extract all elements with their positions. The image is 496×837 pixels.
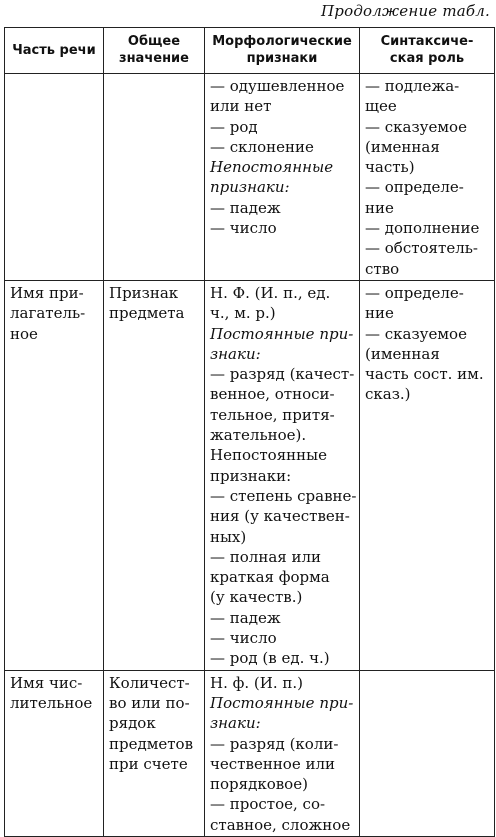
cell-line: лительное	[10, 693, 93, 712]
header-syntactic-role	[360, 28, 495, 74]
table-continuation-caption: Продолжение табл.	[321, 2, 490, 20]
cell-line: — одушевленное	[210, 77, 345, 95]
cell-line: Имя при-	[10, 283, 84, 302]
cell-line: — определе-	[365, 283, 464, 302]
header-line: значение	[119, 51, 189, 66]
parts-of-speech-table	[4, 27, 495, 837]
header-general-meaning	[104, 28, 205, 74]
morphological-features-cell	[205, 280, 360, 670]
cell-line: часть)	[365, 158, 415, 177]
header-line: признаки	[246, 51, 318, 66]
cell-line: — число	[210, 629, 277, 648]
cell-line: ч., м. р.)	[210, 304, 276, 323]
cell-line: признаки:	[210, 178, 290, 197]
cell-line: — простое, со-	[210, 795, 326, 814]
table-header-row	[5, 28, 495, 74]
syntactic-role-cell	[360, 670, 495, 836]
cell-line: — разряд (коли-	[210, 734, 339, 753]
part-of-speech-cell	[5, 74, 104, 281]
header-line: ская роль	[389, 51, 465, 66]
table-row	[5, 280, 495, 670]
cell-line: Непостоянные	[210, 158, 334, 177]
cell-line: (именная	[365, 137, 440, 156]
cell-line: Количест-	[109, 673, 190, 692]
cell-line: — обстоятель-	[365, 239, 478, 258]
header-line: Морфологические	[212, 34, 352, 49]
cell-line: во или по-	[109, 693, 190, 712]
cell-line: жательное).	[210, 426, 307, 445]
cell-line: (именная	[365, 344, 440, 363]
cell-line: — род	[210, 117, 258, 136]
cell-line: — падеж	[210, 608, 281, 627]
cell-line: тельное, притя-	[210, 405, 335, 424]
cell-line: Имя чис-	[10, 673, 83, 692]
syntactic-role-cell	[360, 280, 495, 670]
cell-line: — степень сравне-	[210, 486, 357, 505]
cell-line: сказ.)	[365, 385, 411, 404]
cell-line: — дополнение	[365, 219, 480, 238]
cell-line: часть сост. им.	[365, 365, 484, 384]
header-line: Синтаксиче-	[380, 34, 474, 49]
cell-line: — род (в ед. ч.)	[210, 649, 330, 668]
cell-line: ных)	[210, 527, 247, 546]
part-of-speech-cell	[5, 670, 104, 836]
cell-line: ние	[365, 198, 394, 217]
cell-line: знаки:	[210, 714, 261, 733]
cell-line: при счете	[109, 754, 188, 773]
cell-line: ство	[365, 259, 400, 278]
header-line: Общее	[127, 34, 181, 49]
morphological-features-cell	[205, 670, 360, 836]
cell-line: ния (у качествен-	[210, 507, 350, 526]
cell-line: предмета	[109, 304, 185, 323]
cell-line: порядковое)	[210, 775, 308, 794]
table-row	[5, 74, 495, 281]
cell-line: — падеж	[210, 198, 281, 217]
cell-line: — разряд (качест-	[210, 365, 355, 384]
cell-line: Н. Ф. (И. п., ед.	[210, 283, 331, 302]
cell-line: Признак	[109, 283, 179, 302]
general-meaning-cell	[104, 280, 205, 670]
cell-line: краткая форма	[210, 568, 330, 587]
cell-line: чественное или	[210, 754, 336, 773]
table-row	[5, 670, 495, 836]
cell-line: — определе-	[365, 178, 464, 197]
cell-line: Н. ф. (И. п.)	[210, 673, 303, 692]
cell-line: ное	[10, 324, 38, 343]
header-morphological-features	[205, 28, 360, 74]
cell-line: признаки:	[210, 466, 292, 485]
cell-line: ние	[365, 304, 394, 323]
cell-line: знаки:	[210, 344, 261, 363]
cell-line: — сказуемое	[365, 324, 467, 343]
cell-line: ставное, сложное	[210, 815, 351, 834]
cell-line: щее	[365, 97, 397, 116]
cell-line: — подлежа-	[365, 77, 460, 95]
cell-line: венное, относи-	[210, 385, 335, 404]
cell-line: — полная или	[210, 547, 322, 566]
morphological-features-cell	[205, 74, 360, 281]
cell-line: — число	[210, 219, 277, 238]
header-line: Часть речи	[12, 42, 96, 58]
cell-line: или нет	[210, 97, 272, 116]
cell-line: Постоянные при-	[210, 693, 354, 712]
cell-line: лагатель-	[10, 304, 86, 323]
cell-line: — сказуемое	[365, 117, 467, 136]
syntactic-role-cell	[360, 74, 495, 281]
header-part-of-speech	[5, 28, 104, 74]
cell-line: — склонение	[210, 137, 314, 156]
part-of-speech-cell	[5, 280, 104, 670]
cell-line: Непостоянные	[210, 446, 327, 465]
cell-line: рядок	[109, 714, 156, 733]
cell-line: (у качеств.)	[210, 588, 303, 607]
general-meaning-cell	[104, 670, 205, 836]
cell-line: Постоянные при-	[210, 324, 354, 343]
cell-line: предметов	[109, 734, 194, 753]
general-meaning-cell	[104, 74, 205, 281]
